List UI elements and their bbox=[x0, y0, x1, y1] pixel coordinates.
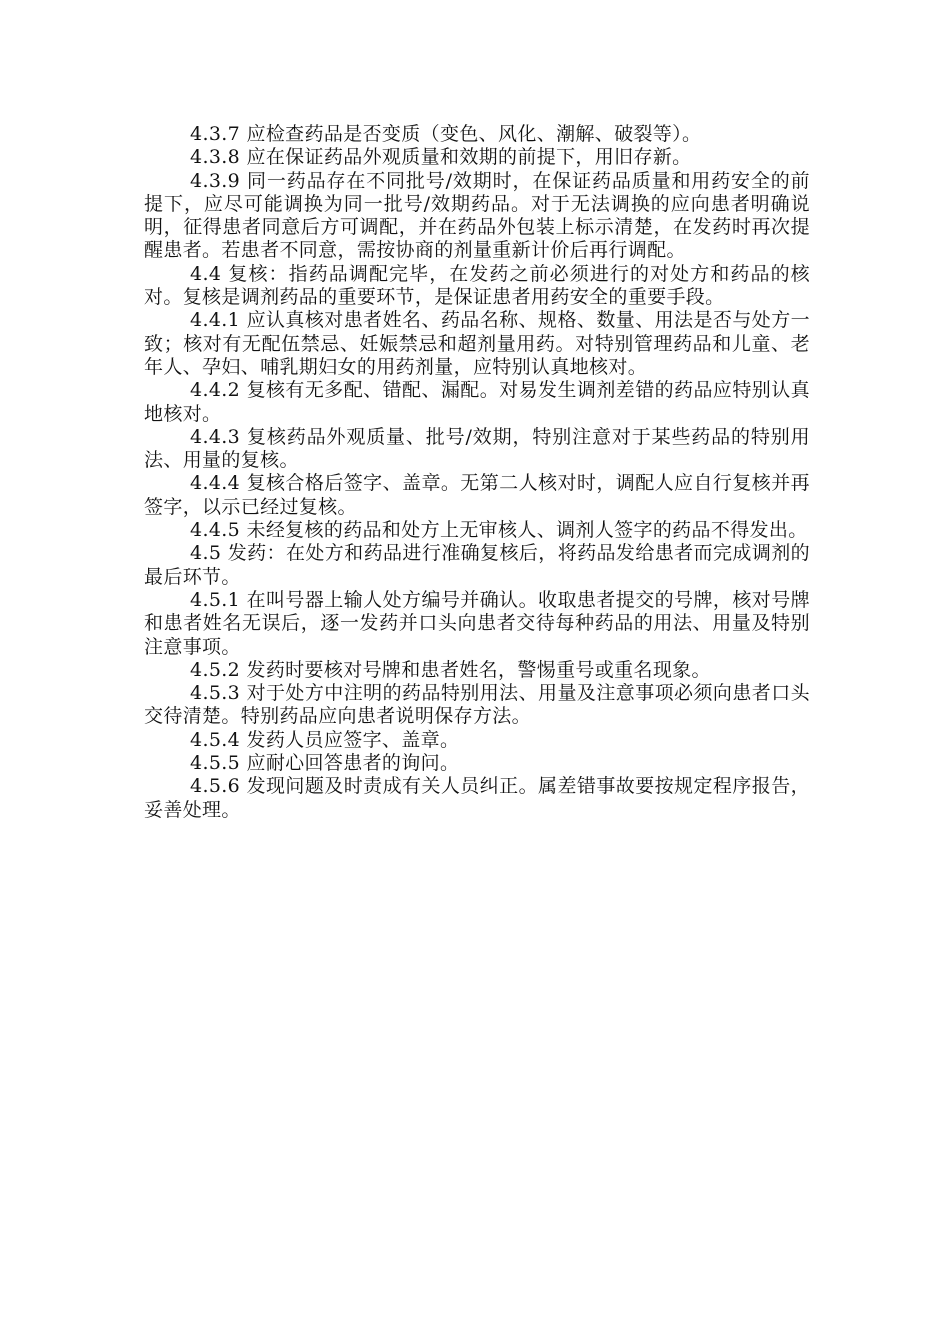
paragraph-4-5-1: 4.5.1 在叫号器上输人处方编号并确认。收取患者提交的号牌，核对号牌和患者姓名无误后，逐一发药并口头向患者交待每种药品的用法、用量及特别注意事项。 bbox=[144, 588, 810, 658]
paragraph-4-5-5: 4.5.5 应耐心回答患者的询问。 bbox=[190, 752, 460, 775]
paragraph-4-3-8: 4.3.8 应在保证药品外观质量和效期的前提下，用旧存新。 bbox=[190, 146, 692, 169]
paragraph-4-4-5: 4.4.5 未经复核的药品和处方上无审核人、调剂人签字的药品不得发出。 bbox=[190, 519, 808, 542]
paragraph-4-5-4: 4.5.4 发药人员应签字、盖章。 bbox=[190, 728, 460, 751]
paragraph-4-4-1: 4.4.1 应认真核对患者姓名、药品名称、规格、数量、用法是否与处方一致；核对有无配伍禁忌、妊娠禁忌和超剂量用药。对特别管理药品和儿童、老年人、孕妇、哺乳期妇女的用药剂量，应特别认真地核对。 bbox=[144, 309, 810, 378]
paragraph-4-4-3: 4.4.3 复核药品外观质量、批号/效期，特别注意对于某些药品的特别用法、用量的复核。 bbox=[144, 425, 810, 472]
paragraph-4-3-7: 4.3.7 应检查药品是否变质（变色、风化、潮解、破裂等）。 bbox=[190, 123, 702, 145]
document-body bbox=[144, 123, 810, 822]
paragraph-4-5-3: 4.5.3 对于处方中注明的药品特别用法、用量及注意事项必须向患者口头交待清楚。特别药品应向患者说明保存方法。 bbox=[144, 682, 810, 728]
paragraph-4-4-2: 4.4.2 复核有无多配、错配、漏配。对易发生调剂差错的药品应特别认真地核对。 bbox=[144, 379, 810, 425]
paragraph-4-3-9: 4.3.9 同一药品存在不同批号/效期时，在保证药品质量和用药安全的前提下，应尽可能调换为同一批号/效期药品。对于无法调换的应向患者明确说明，征得患者同意后方可调配，并在药品外包装上标示清楚，在发药时再次提醒患者。若患者不同意，需按协商的剂量重新计价后再行调配。 bbox=[144, 169, 810, 262]
paragraph-4-5: 4.5 发药：在处方和药品进行准确复核后，将药品发给患者而完成调剂的最后环节。 bbox=[144, 542, 810, 588]
paragraph-4-5-2: 4.5.2 发药时要核对号牌和患者姓名，警惕重号或重名现象。 bbox=[190, 658, 711, 681]
paragraph-4-4: 4.4 复核：指药品调配完毕，在发药之前必须进行的对处方和药品的核对。复核是调剂药品的重要环节，是保证患者用药安全的重要手段。 bbox=[144, 262, 810, 309]
paragraph-4-4-4: 4.4.4 复核合格后签字、盖章。无第二人核对时，调配人应自行复核并再签字，以示已经过复核。 bbox=[144, 472, 810, 518]
paragraph-4-5-6: 4.5.6 发现问题及时责成有关人员纠正。属差错事故要按规定程序报告，妥善处理。 bbox=[144, 775, 810, 821]
